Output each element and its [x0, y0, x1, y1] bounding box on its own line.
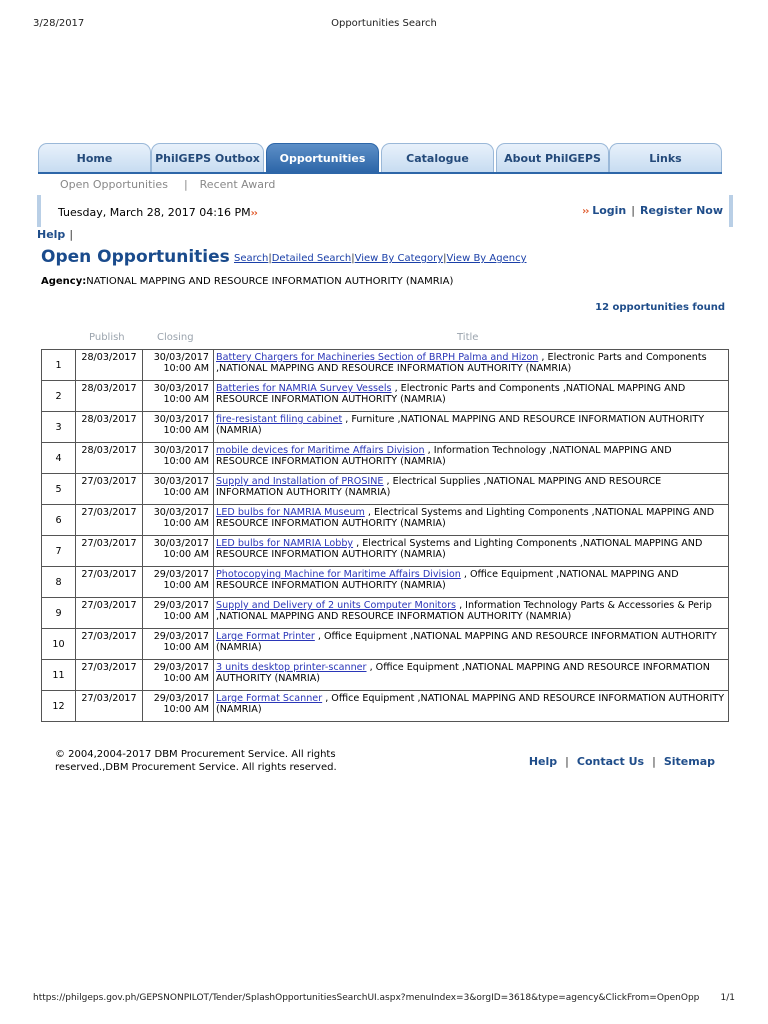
opportunity-details: , Electrical Systems and Lighting Components ,NATIONAL MAPPING AND RESOURCE INFORMATION AUTHORITY (NAMRIA)	[216, 538, 703, 560]
row-number: 9	[42, 598, 76, 629]
opportunity-link[interactable]: mobile devices for Maritime Affairs Division	[216, 445, 425, 456]
datetime-text: Tuesday, March 28, 2017 04:16 PM	[58, 206, 251, 219]
opportunity-title-cell	[214, 660, 729, 691]
auth-separator: |	[631, 204, 635, 217]
footer-contact-us-link[interactable]: Contact Us	[576, 755, 645, 768]
opportunity-title-cell	[214, 629, 729, 660]
opportunity-title-cell	[214, 598, 729, 629]
login-link[interactable]: Login	[592, 204, 627, 217]
print-page-number: 1/1	[720, 993, 735, 1003]
row-number: 11	[42, 660, 76, 691]
closing-date: 29/03/2017	[153, 569, 209, 580]
closing-datetime	[143, 567, 214, 598]
closing-datetime	[143, 350, 214, 381]
row-number: 5	[42, 474, 76, 505]
print-date: 3/28/2017	[33, 18, 85, 29]
closing-time: 10:00 AM	[163, 642, 209, 653]
publish-date: 27/03/2017	[76, 691, 143, 722]
closing-time: 10:00 AM	[163, 611, 209, 622]
row-number: 2	[42, 381, 76, 412]
table-header	[41, 332, 729, 346]
publish-date: 28/03/2017	[76, 381, 143, 412]
closing-time: 10:00 AM	[163, 487, 209, 498]
subnav-recent-award[interactable]: Recent Award	[199, 178, 276, 191]
closing-time: 10:00 AM	[163, 704, 209, 715]
table-row	[42, 691, 729, 722]
opportunity-title-cell	[214, 350, 729, 381]
opportunity-link[interactable]: fire-resistant filing cabinet	[216, 414, 343, 425]
closing-time: 10:00 AM	[163, 549, 209, 560]
agency-label: Agency:	[41, 276, 87, 287]
tab-links[interactable]: Links	[609, 143, 722, 172]
footer-separator: |	[565, 755, 569, 768]
opportunities-table	[41, 349, 729, 722]
opportunity-link[interactable]: LED bulbs for NAMRIA Museum	[216, 507, 365, 518]
closing-datetime	[143, 536, 214, 567]
opportunity-link[interactable]: LED bulbs for NAMRIA Lobby	[216, 538, 354, 549]
closing-date: 29/03/2017	[153, 693, 209, 704]
opportunity-details: , Furniture ,NATIONAL MAPPING AND RESOURCE INFORMATION AUTHORITY (NAMRIA)	[216, 414, 705, 436]
closing-datetime	[143, 443, 214, 474]
main-nav-tabs	[38, 143, 722, 173]
closing-time: 10:00 AM	[163, 456, 209, 467]
closing-datetime	[143, 629, 214, 660]
publish-date: 28/03/2017	[76, 350, 143, 381]
view-by-category-link[interactable]: View By Category	[354, 253, 444, 264]
table-row	[42, 381, 729, 412]
row-number: 12	[42, 691, 76, 722]
footer-links	[529, 755, 715, 768]
closing-date: 30/03/2017	[153, 352, 209, 363]
search-link[interactable]: Search	[234, 253, 269, 264]
row-number: 3	[42, 412, 76, 443]
closing-time: 10:00 AM	[163, 394, 209, 405]
table-row	[42, 536, 729, 567]
publish-date: 27/03/2017	[76, 660, 143, 691]
closing-time: 10:00 AM	[163, 580, 209, 591]
publish-date: 27/03/2017	[76, 536, 143, 567]
table-row	[42, 629, 729, 660]
help-row	[37, 228, 73, 241]
closing-time: 10:00 AM	[163, 363, 209, 374]
closing-datetime	[143, 381, 214, 412]
tab-opportunities[interactable]: Opportunities	[266, 143, 379, 172]
table-row	[42, 350, 729, 381]
tab-about-philgeps[interactable]: About PhilGEPS	[496, 143, 609, 172]
table-row	[42, 567, 729, 598]
row-number: 10	[42, 629, 76, 660]
closing-date: 30/03/2017	[153, 414, 209, 425]
row-number: 4	[42, 443, 76, 474]
opportunity-details: , Electronic Parts and Components ,NATIONAL MAPPING AND RESOURCE INFORMATION AUTHORITY (NAMRIA)	[216, 383, 686, 405]
table-row	[42, 505, 729, 536]
print-url: https://philgeps.gov.ph/GEPSNONPILOT/Tender/SplashOpportunitiesSearchUI.aspx?menuIndex=3&orgID=3618&type=agency&ClickFrom=OpenOpp	[33, 993, 700, 1003]
closing-date: 30/03/2017	[153, 476, 209, 487]
opportunity-details: , Information Technology ,NATIONAL MAPPING AND RESOURCE INFORMATION AUTHORITY (NAMRIA)	[216, 445, 672, 467]
table-row	[42, 474, 729, 505]
closing-time: 10:00 AM	[163, 518, 209, 529]
auth-links	[582, 204, 723, 217]
closing-date: 29/03/2017	[153, 662, 209, 673]
closing-datetime	[143, 412, 214, 443]
tab-philgeps-outbox[interactable]: PhilGEPS Outbox	[151, 143, 264, 172]
opportunity-link[interactable]: Large Format Printer	[216, 631, 315, 642]
opportunity-title-cell	[214, 474, 729, 505]
closing-datetime	[143, 691, 214, 722]
login-arrow-icon: ››	[582, 206, 589, 217]
opportunity-details: , Office Equipment ,NATIONAL MAPPING AND RESOURCE INFORMATION AUTHORITY (NAMRIA)	[216, 631, 717, 653]
publish-date: 27/03/2017	[76, 598, 143, 629]
sub-navigation	[60, 178, 285, 191]
opportunity-link[interactable]: 3 units desktop printer-scanner	[216, 662, 367, 673]
current-datetime	[58, 206, 257, 219]
footer-help-link[interactable]: Help	[528, 755, 558, 768]
closing-time: 10:00 AM	[163, 673, 209, 684]
opportunity-title-cell	[214, 505, 729, 536]
closing-datetime	[143, 660, 214, 691]
view-by-agency-link[interactable]: View By Agency	[446, 253, 527, 264]
opportunity-details: , Office Equipment ,NATIONAL MAPPING AND RESOURCE INFORMATION AUTHORITY (NAMRIA)	[216, 693, 725, 715]
footer-sitemap-link[interactable]: Sitemap	[663, 755, 715, 768]
opportunity-details: , Office Equipment ,NATIONAL MAPPING AND RESOURCE INFORMATION AUTHORITY (NAMRIA)	[216, 569, 679, 591]
tab-home[interactable]: Home	[38, 143, 151, 172]
row-number: 6	[42, 505, 76, 536]
table-row	[42, 443, 729, 474]
closing-datetime	[143, 598, 214, 629]
opportunity-link[interactable]: Battery Chargers for Machineries Section of BRPH Palma and Hizon	[216, 352, 539, 363]
tab-catalogue[interactable]: Catalogue	[381, 143, 494, 172]
copyright-text: © 2004,2004-2017 DBM Procurement Service. All rights reserved.,DBM Procurement Service. All rights reserved.	[55, 749, 337, 773]
publish-date: 28/03/2017	[76, 412, 143, 443]
tabs-underline	[38, 172, 722, 174]
column-publish[interactable]: Publish	[89, 332, 125, 343]
agency-line	[41, 276, 453, 287]
table-row	[42, 412, 729, 443]
info-bar	[37, 195, 733, 227]
closing-date: 30/03/2017	[153, 445, 209, 456]
subnav-open-opportunities[interactable]: Open Opportunities	[60, 178, 168, 191]
row-number: 8	[42, 567, 76, 598]
closing-date: 29/03/2017	[153, 600, 209, 611]
help-link[interactable]: Help	[37, 228, 66, 241]
closing-datetime	[143, 505, 214, 536]
datetime-arrow-icon: ››	[250, 208, 257, 219]
register-now-link[interactable]: Register Now	[639, 204, 723, 217]
publish-date: 27/03/2017	[76, 474, 143, 505]
closing-time: 10:00 AM	[163, 425, 209, 436]
opportunity-link[interactable]: Supply and Delivery of 2 units Computer Monitors	[216, 600, 457, 611]
detailed-search-link[interactable]: Detailed Search	[271, 253, 352, 264]
subnav-separator: |	[183, 178, 188, 191]
opportunity-details: , Electrical Systems and Lighting Components ,NATIONAL MAPPING AND RESOURCE INFORMATION AUTHORITY (NAMRIA)	[216, 507, 715, 529]
opportunity-title-cell	[214, 412, 729, 443]
publish-date: 27/03/2017	[76, 567, 143, 598]
closing-date: 30/03/2017	[153, 383, 209, 394]
row-number: 7	[42, 536, 76, 567]
opportunity-title-cell	[214, 691, 729, 722]
opportunity-link[interactable]: Large Format Scanner	[216, 693, 323, 704]
publish-date: 27/03/2017	[76, 629, 143, 660]
closing-date: 30/03/2017	[153, 538, 209, 549]
opportunity-link[interactable]: Photocopying Machine for Maritime Affairs Division	[216, 569, 461, 580]
opportunity-details: , Office Equipment ,NATIONAL MAPPING AND RESOURCE INFORMATION AUTHORITY (NAMRIA)	[216, 662, 710, 684]
footer-separator: |	[652, 755, 656, 768]
table-row	[42, 660, 729, 691]
opportunity-link[interactable]: Batteries for NAMRIA Survey Vessels	[216, 383, 392, 394]
column-closing[interactable]: Closing	[157, 332, 194, 343]
opportunity-details: , Electrical Supplies ,NATIONAL MAPPING AND RESOURCE INFORMATION AUTHORITY (NAMRIA)	[216, 476, 662, 498]
opportunity-title-cell	[214, 536, 729, 567]
table-row	[42, 598, 729, 629]
opportunity-title-cell	[214, 381, 729, 412]
opportunity-title-cell	[214, 443, 729, 474]
publish-date: 28/03/2017	[76, 443, 143, 474]
opportunity-link[interactable]: Supply and Installation of PROSINE	[216, 476, 384, 487]
agency-name: NATIONAL MAPPING AND RESOURCE INFORMATION AUTHORITY (NAMRIA)	[86, 276, 454, 287]
column-title[interactable]: Title	[457, 332, 479, 343]
page-title: Open Opportunities	[41, 247, 230, 267]
closing-date: 29/03/2017	[153, 631, 209, 642]
opportunity-details: , Electronic Parts and Components ,NATIONAL MAPPING AND RESOURCE INFORMATION AUTHORITY (NAMRIA)	[216, 352, 707, 374]
row-number: 1	[42, 350, 76, 381]
closing-date: 30/03/2017	[153, 507, 209, 518]
help-separator: |	[69, 228, 74, 241]
results-count: 12 opportunities found	[595, 302, 725, 313]
search-links: Search|Detailed Search|View By Category|View By Agency	[234, 253, 527, 264]
closing-datetime	[143, 474, 214, 505]
print-title: Opportunities Search	[331, 18, 437, 29]
opportunity-details: , Information Technology Parts & Accessories & Perip ,NATIONAL MAPPING AND RESOURCE INFORMATION AUTHORITY (NAMRIA)	[216, 600, 712, 622]
opportunity-title-cell	[214, 567, 729, 598]
publish-date: 27/03/2017	[76, 505, 143, 536]
